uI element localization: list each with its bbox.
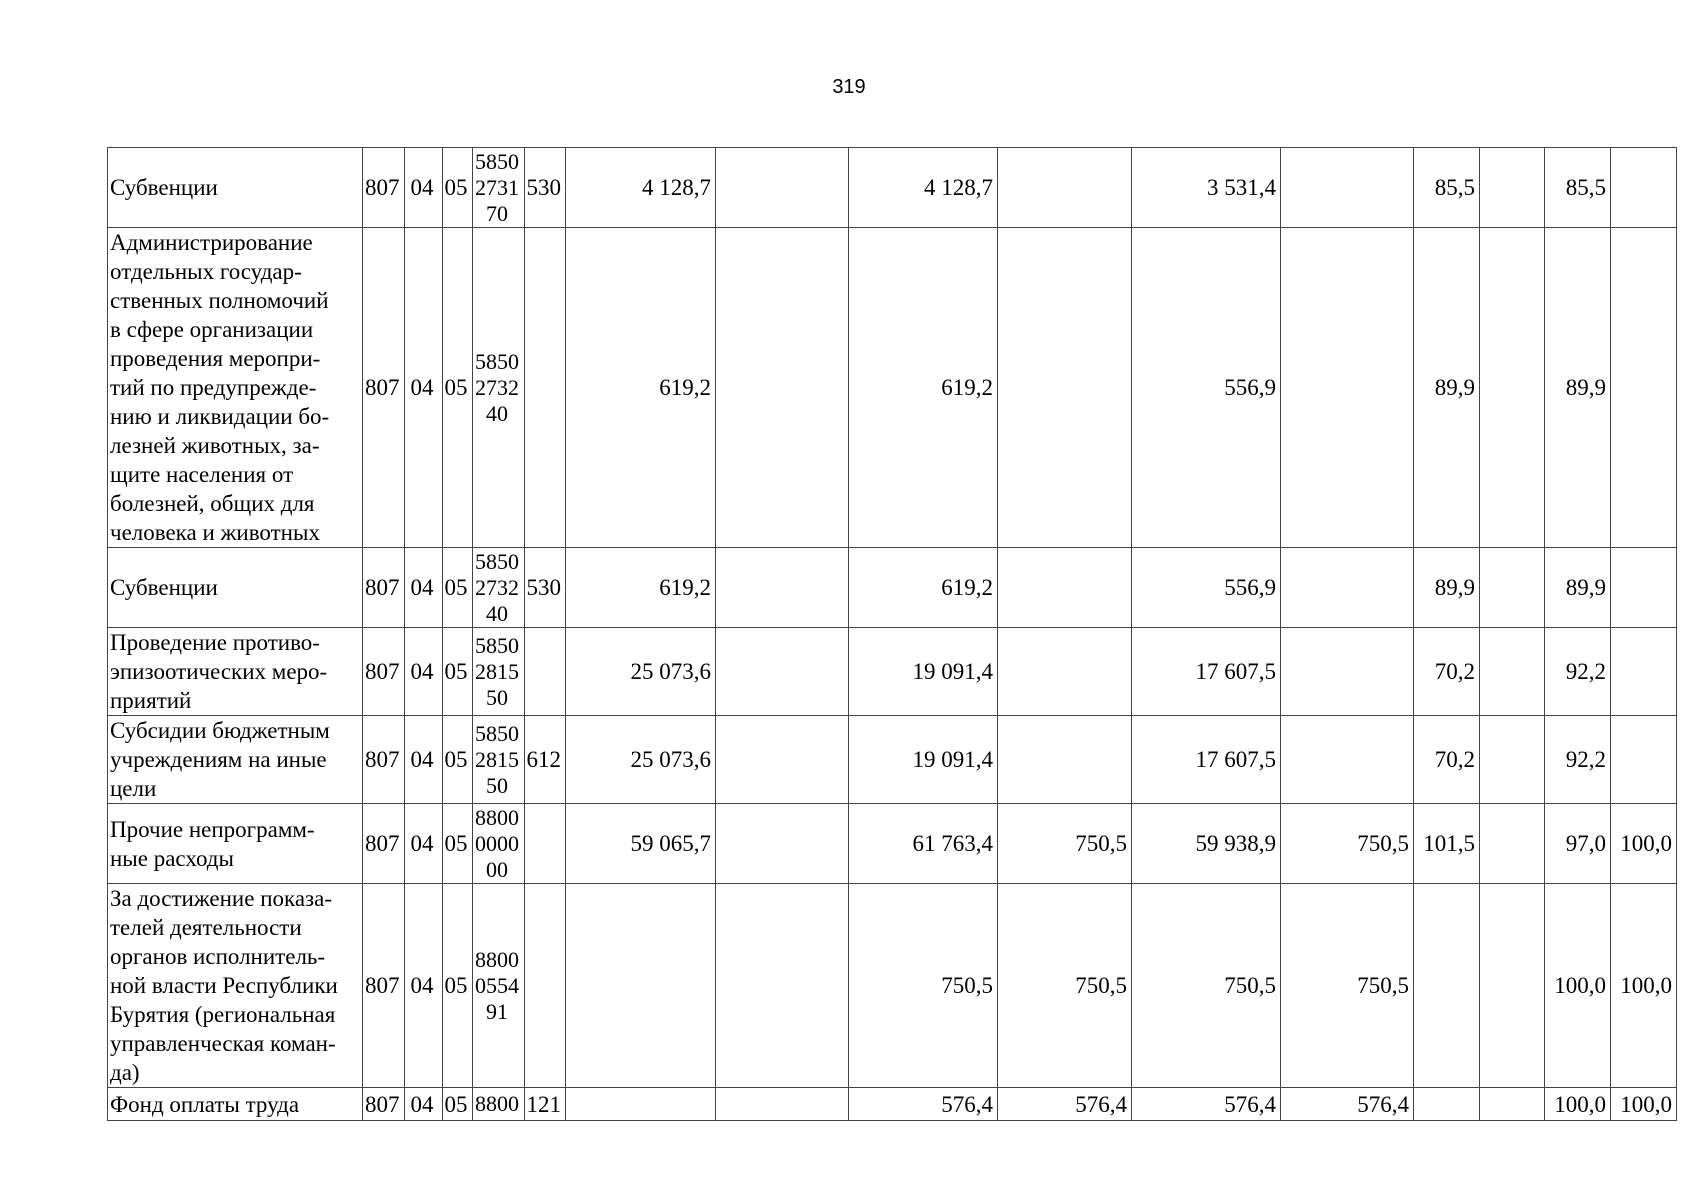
percent-cell: 100,0 bbox=[1545, 1088, 1611, 1121]
percent-cell: 100,0 bbox=[1611, 804, 1677, 884]
table-body bbox=[108, 148, 1677, 1121]
amount-cell bbox=[716, 716, 849, 804]
percent-cell bbox=[1611, 716, 1677, 804]
amount-cell bbox=[1281, 228, 1414, 548]
percent-cell bbox=[1414, 884, 1480, 1088]
amount-cell: 3 531,4 bbox=[1132, 148, 1281, 228]
expense-type-code: 530 bbox=[524, 548, 566, 628]
budget-table bbox=[107, 147, 1677, 1121]
expense-type-code bbox=[524, 884, 566, 1088]
section-code: 04 bbox=[404, 228, 442, 548]
amount-cell: 25 073,6 bbox=[566, 628, 716, 716]
row-name: Субвенции bbox=[108, 148, 363, 228]
percent-cell bbox=[1480, 628, 1545, 716]
percent-cell: 70,2 bbox=[1414, 716, 1480, 804]
amount-cell: 19 091,4 bbox=[849, 716, 998, 804]
percent-cell bbox=[1480, 1088, 1545, 1121]
amount-cell: 19 091,4 bbox=[849, 628, 998, 716]
percent-cell: 85,5 bbox=[1414, 148, 1480, 228]
percent-cell: 100,0 bbox=[1611, 884, 1677, 1088]
amount-cell: 750,5 bbox=[998, 884, 1132, 1088]
amount-cell: 619,2 bbox=[849, 548, 998, 628]
target-article-code: 8800 0554 91 bbox=[472, 884, 524, 1088]
section-code: 04 bbox=[404, 804, 442, 884]
amount-cell bbox=[716, 1088, 849, 1121]
percent-cell: 100,0 bbox=[1545, 884, 1611, 1088]
amount-cell bbox=[1281, 148, 1414, 228]
row-name: За достижение показа- телей деятельности органов исполнитель- ной власти Республики Бурятия (региональная управленческая коман- да) bbox=[108, 884, 363, 1088]
percent-cell bbox=[1480, 148, 1545, 228]
amount-cell bbox=[716, 804, 849, 884]
amount-cell: 619,2 bbox=[566, 228, 716, 548]
target-article-code: 5850 2732 40 bbox=[472, 228, 524, 548]
table-row bbox=[108, 884, 1677, 1088]
subsection-code: 05 bbox=[442, 228, 472, 548]
percent-cell bbox=[1611, 228, 1677, 548]
amount-cell: 576,4 bbox=[849, 1088, 998, 1121]
expense-type-code bbox=[524, 804, 566, 884]
section-code: 04 bbox=[404, 148, 442, 228]
row-name: Администрирование отдельных государ- ственных полномочий в сфере организации проведения меропри- тий по предупрежде- нию и ликвидации бо- лезней животных, за- щите населения от болезней, общих для человека и животных bbox=[108, 228, 363, 548]
amount-cell: 59 938,9 bbox=[1132, 804, 1281, 884]
amount-cell bbox=[716, 628, 849, 716]
amount-cell bbox=[566, 884, 716, 1088]
amount-cell bbox=[998, 228, 1132, 548]
expense-type-code: 530 bbox=[524, 148, 566, 228]
percent-cell: 89,9 bbox=[1414, 228, 1480, 548]
percent-cell: 85,5 bbox=[1545, 148, 1611, 228]
amount-cell: 556,9 bbox=[1132, 548, 1281, 628]
ministry-code: 807 bbox=[363, 628, 405, 716]
percent-cell: 92,2 bbox=[1545, 716, 1611, 804]
target-article-code: 5850 2731 70 bbox=[472, 148, 524, 228]
amount-cell bbox=[716, 148, 849, 228]
section-code: 04 bbox=[404, 1088, 442, 1121]
percent-cell: 101,5 bbox=[1414, 804, 1480, 884]
ministry-code: 807 bbox=[363, 1088, 405, 1121]
percent-cell: 89,9 bbox=[1414, 548, 1480, 628]
percent-cell bbox=[1480, 228, 1545, 548]
amount-cell: 556,9 bbox=[1132, 228, 1281, 548]
percent-cell: 89,9 bbox=[1545, 228, 1611, 548]
amount-cell: 750,5 bbox=[1281, 884, 1414, 1088]
subsection-code: 05 bbox=[442, 148, 472, 228]
ministry-code: 807 bbox=[363, 884, 405, 1088]
amount-cell bbox=[1281, 628, 1414, 716]
percent-cell bbox=[1414, 1088, 1480, 1121]
target-article-code: 5850 2815 50 bbox=[472, 628, 524, 716]
amount-cell: 59 065,7 bbox=[566, 804, 716, 884]
amount-cell bbox=[998, 716, 1132, 804]
percent-cell: 70,2 bbox=[1414, 628, 1480, 716]
amount-cell: 4 128,7 bbox=[849, 148, 998, 228]
percent-cell bbox=[1611, 148, 1677, 228]
amount-cell: 750,5 bbox=[1132, 884, 1281, 1088]
amount-cell: 25 073,6 bbox=[566, 716, 716, 804]
section-code: 04 bbox=[404, 548, 442, 628]
expense-type-code bbox=[524, 628, 566, 716]
amount-cell bbox=[566, 1088, 716, 1121]
amount-cell bbox=[998, 628, 1132, 716]
table-row bbox=[108, 548, 1677, 628]
table-row bbox=[108, 1088, 1677, 1121]
percent-cell bbox=[1480, 804, 1545, 884]
percent-cell: 100,0 bbox=[1611, 1088, 1677, 1121]
expense-type-code: 121 bbox=[524, 1088, 566, 1121]
subsection-code: 05 bbox=[442, 548, 472, 628]
subsection-code: 05 bbox=[442, 804, 472, 884]
amount-cell: 750,5 bbox=[1281, 804, 1414, 884]
ministry-code: 807 bbox=[363, 716, 405, 804]
section-code: 04 bbox=[404, 716, 442, 804]
amount-cell bbox=[1281, 716, 1414, 804]
expense-type-code: 612 bbox=[524, 716, 566, 804]
percent-cell bbox=[1480, 716, 1545, 804]
subsection-code: 05 bbox=[442, 716, 472, 804]
amount-cell: 17 607,5 bbox=[1132, 628, 1281, 716]
amount-cell bbox=[1281, 548, 1414, 628]
row-name: Прочие непрограмм- ные расходы bbox=[108, 804, 363, 884]
amount-cell: 750,5 bbox=[849, 884, 998, 1088]
page-number: 319 bbox=[832, 76, 866, 98]
amount-cell bbox=[716, 548, 849, 628]
expense-type-code bbox=[524, 228, 566, 548]
amount-cell bbox=[716, 884, 849, 1088]
amount-cell: 619,2 bbox=[566, 548, 716, 628]
subsection-code: 05 bbox=[442, 628, 472, 716]
percent-cell: 89,9 bbox=[1545, 548, 1611, 628]
amount-cell: 576,4 bbox=[1281, 1088, 1414, 1121]
table-row bbox=[108, 148, 1677, 228]
amount-cell: 576,4 bbox=[998, 1088, 1132, 1121]
subsection-code: 05 bbox=[442, 1088, 472, 1121]
ministry-code: 807 bbox=[363, 228, 405, 548]
amount-cell bbox=[998, 148, 1132, 228]
percent-cell bbox=[1480, 548, 1545, 628]
ministry-code: 807 bbox=[363, 804, 405, 884]
table-row bbox=[108, 228, 1677, 548]
target-article-code: 5850 2732 40 bbox=[472, 548, 524, 628]
target-article-code: 8800 bbox=[472, 1088, 524, 1121]
amount-cell: 750,5 bbox=[998, 804, 1132, 884]
target-article-code: 8800 0000 00 bbox=[472, 804, 524, 884]
table-row bbox=[108, 804, 1677, 884]
percent-cell bbox=[1611, 548, 1677, 628]
amount-cell bbox=[998, 548, 1132, 628]
target-article-code: 5850 2815 50 bbox=[472, 716, 524, 804]
row-name: Субсидии бюджетным учреждениям на иные цели bbox=[108, 716, 363, 804]
amount-cell: 17 607,5 bbox=[1132, 716, 1281, 804]
ministry-code: 807 bbox=[363, 548, 405, 628]
ministry-code: 807 bbox=[363, 148, 405, 228]
row-name: Фонд оплаты труда bbox=[108, 1088, 363, 1121]
section-code: 04 bbox=[404, 628, 442, 716]
row-name: Субвенции bbox=[108, 548, 363, 628]
section-code: 04 bbox=[404, 884, 442, 1088]
amount-cell: 619,2 bbox=[849, 228, 998, 548]
percent-cell bbox=[1611, 628, 1677, 716]
table-row bbox=[108, 628, 1677, 716]
amount-cell bbox=[716, 228, 849, 548]
table-row bbox=[108, 716, 1677, 804]
percent-cell: 97,0 bbox=[1545, 804, 1611, 884]
percent-cell bbox=[1480, 884, 1545, 1088]
subsection-code: 05 bbox=[442, 884, 472, 1088]
amount-cell: 576,4 bbox=[1132, 1088, 1281, 1121]
percent-cell: 92,2 bbox=[1545, 628, 1611, 716]
row-name: Проведение противо- эпизоотических меро- приятий bbox=[108, 628, 363, 716]
amount-cell: 61 763,4 bbox=[849, 804, 998, 884]
amount-cell: 4 128,7 bbox=[566, 148, 716, 228]
